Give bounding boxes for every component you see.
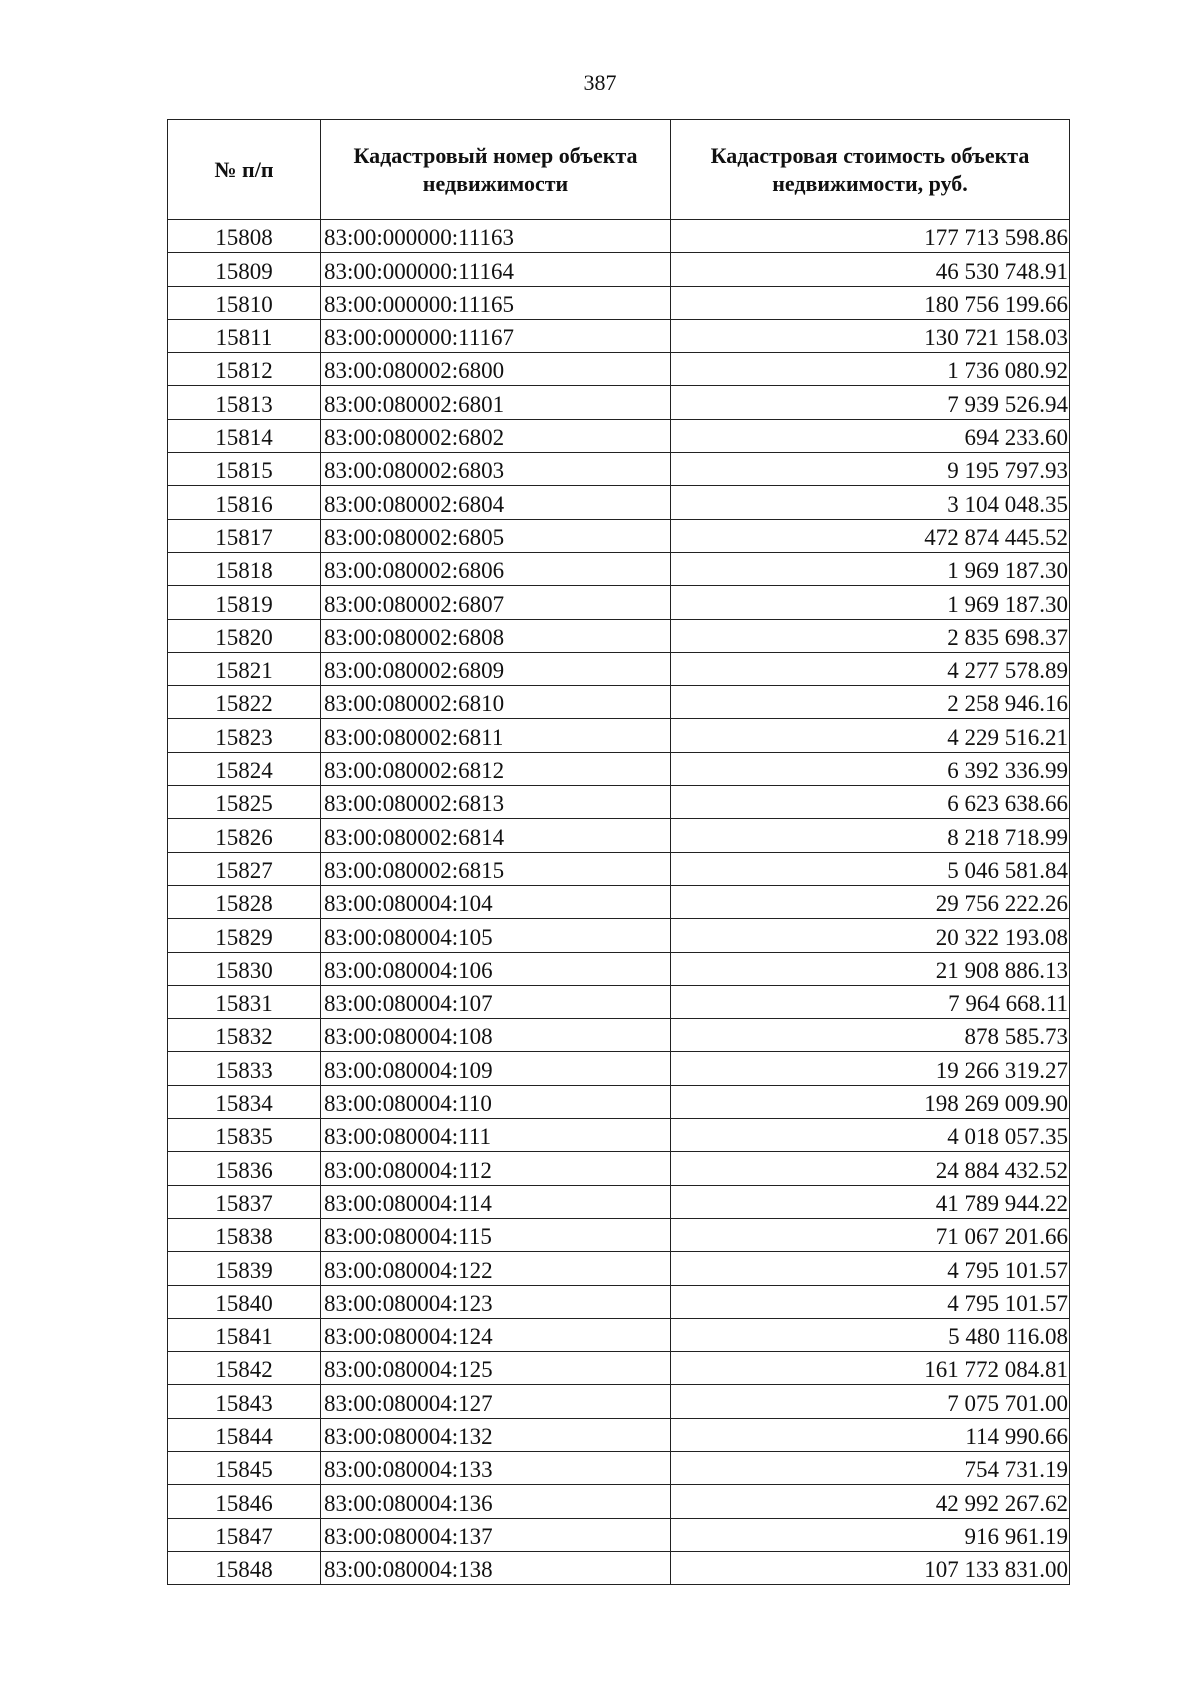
row-number-cell: 15839 [168, 1252, 321, 1285]
cadastral-value-cell: 42 992 267.62 [671, 1485, 1070, 1518]
row-number-cell: 15812 [168, 353, 321, 386]
cadastral-value-cell: 9 195 797.93 [671, 453, 1070, 486]
cadastral-number-cell: 83:00:080004:137 [321, 1518, 671, 1551]
table-row [168, 1119, 1070, 1152]
cadastral-number-cell: 83:00:000000:11167 [321, 319, 671, 352]
table-row [168, 686, 1070, 719]
cadastral-number-cell: 83:00:080004:110 [321, 1085, 671, 1118]
row-number-cell: 15834 [168, 1085, 321, 1118]
table-row [168, 1485, 1070, 1518]
row-number-cell: 15809 [168, 253, 321, 286]
cadastral-number-cell: 83:00:000000:11163 [321, 220, 671, 253]
row-number-cell: 15847 [168, 1518, 321, 1551]
cadastral-value-cell: 2 835 698.37 [671, 619, 1070, 652]
table-row [168, 220, 1070, 253]
cadastral-value-cell: 7 964 668.11 [671, 985, 1070, 1018]
table-row [168, 353, 1070, 386]
cadastral-value-cell: 8 218 718.99 [671, 819, 1070, 852]
cadastral-value-cell: 3 104 048.35 [671, 486, 1070, 519]
table-row [168, 819, 1070, 852]
header-cadastral-number: Кадастровый номер объекта недвижимости [321, 120, 671, 220]
cadastral-number-cell: 83:00:080004:125 [321, 1352, 671, 1385]
cadastral-value-cell: 130 721 158.03 [671, 319, 1070, 352]
cadastral-number-cell: 83:00:080004:108 [321, 1019, 671, 1052]
cadastral-value-cell: 41 789 944.22 [671, 1185, 1070, 1218]
cadastral-number-cell: 83:00:080004:105 [321, 919, 671, 952]
cadastral-value-cell: 1 736 080.92 [671, 353, 1070, 386]
cadastral-number-cell: 83:00:080004:104 [321, 885, 671, 918]
table-row [168, 1451, 1070, 1484]
cadastral-value-cell: 4 795 101.57 [671, 1285, 1070, 1318]
cadastral-number-cell: 83:00:080002:6812 [321, 752, 671, 785]
table-row [168, 619, 1070, 652]
table-row [168, 1285, 1070, 1318]
row-number-cell: 15824 [168, 752, 321, 785]
row-number-cell: 15820 [168, 619, 321, 652]
cadastral-value-cell: 5 046 581.84 [671, 852, 1070, 885]
table-row [168, 1152, 1070, 1185]
table-row [168, 786, 1070, 819]
row-number-cell: 15810 [168, 286, 321, 319]
cadastral-number-cell: 83:00:080002:6815 [321, 852, 671, 885]
cadastral-value-cell: 6 392 336.99 [671, 752, 1070, 785]
cadastral-number-cell: 83:00:080004:127 [321, 1385, 671, 1418]
row-number-cell: 15848 [168, 1551, 321, 1584]
cadastral-number-cell: 83:00:080004:115 [321, 1218, 671, 1251]
cadastral-number-cell: 83:00:080002:6803 [321, 453, 671, 486]
table-row [168, 253, 1070, 286]
cadastral-value-cell: 7 939 526.94 [671, 386, 1070, 419]
row-number-cell: 15811 [168, 319, 321, 352]
cadastral-value-cell: 21 908 886.13 [671, 952, 1070, 985]
cadastral-value-cell: 4 229 516.21 [671, 719, 1070, 752]
cadastral-number-cell: 83:00:080002:6814 [321, 819, 671, 852]
table-row [168, 1385, 1070, 1418]
table-row [168, 1019, 1070, 1052]
table-row [168, 1218, 1070, 1251]
row-number-cell: 15822 [168, 686, 321, 719]
cadastral-number-cell: 83:00:080004:136 [321, 1485, 671, 1518]
row-number-cell: 15832 [168, 1019, 321, 1052]
cadastral-number-cell: 83:00:080004:107 [321, 985, 671, 1018]
cadastral-value-cell: 198 269 009.90 [671, 1085, 1070, 1118]
row-number-cell: 15840 [168, 1285, 321, 1318]
table-row [168, 453, 1070, 486]
row-number-cell: 15819 [168, 586, 321, 619]
row-number-cell: 15835 [168, 1119, 321, 1152]
cadastral-number-cell: 83:00:080004:124 [321, 1318, 671, 1351]
cadastral-value-cell: 71 067 201.66 [671, 1218, 1070, 1251]
row-number-cell: 15837 [168, 1185, 321, 1218]
row-number-cell: 15817 [168, 519, 321, 552]
header-row [168, 120, 1070, 220]
row-number-cell: 15846 [168, 1485, 321, 1518]
cadastral-number-cell: 83:00:080004:111 [321, 1119, 671, 1152]
cadastral-value-cell: 6 623 638.66 [671, 786, 1070, 819]
cadastral-value-cell: 180 756 199.66 [671, 286, 1070, 319]
table-row [168, 1252, 1070, 1285]
table-row [168, 1418, 1070, 1451]
row-number-cell: 15816 [168, 486, 321, 519]
table-row [168, 652, 1070, 685]
row-number-cell: 15833 [168, 1052, 321, 1085]
cadastral-value-cell: 107 133 831.00 [671, 1551, 1070, 1584]
row-number-cell: 15821 [168, 652, 321, 685]
cadastral-number-cell: 83:00:080004:133 [321, 1451, 671, 1484]
cadastral-number-cell: 83:00:000000:11164 [321, 253, 671, 286]
cadastral-value-cell: 19 266 319.27 [671, 1052, 1070, 1085]
cadastral-value-cell: 5 480 116.08 [671, 1318, 1070, 1351]
row-number-cell: 15841 [168, 1318, 321, 1351]
page-number: 387 [583, 70, 617, 95]
cadastral-value-cell: 161 772 084.81 [671, 1352, 1070, 1385]
cadastral-value-cell: 1 969 187.30 [671, 552, 1070, 585]
cadastral-value-cell: 46 530 748.91 [671, 253, 1070, 286]
cadastral-number-cell: 83:00:000000:11165 [321, 286, 671, 319]
row-number-cell: 15838 [168, 1218, 321, 1251]
cadastral-value-cell: 7 075 701.00 [671, 1385, 1070, 1418]
table-row [168, 1052, 1070, 1085]
cadastral-number-cell: 83:00:080004:112 [321, 1152, 671, 1185]
cadastral-value-cell: 4 277 578.89 [671, 652, 1070, 685]
row-number-cell: 15826 [168, 819, 321, 852]
table-row [168, 586, 1070, 619]
cadastral-number-cell: 83:00:080004:106 [321, 952, 671, 985]
row-number-cell: 15844 [168, 1418, 321, 1451]
row-number-cell: 15842 [168, 1352, 321, 1385]
row-number-cell: 15818 [168, 552, 321, 585]
cadastral-value-cell: 29 756 222.26 [671, 885, 1070, 918]
table-row [168, 852, 1070, 885]
cadastral-value-cell: 754 731.19 [671, 1451, 1070, 1484]
cadastral-number-cell: 83:00:080002:6805 [321, 519, 671, 552]
row-number-cell: 15815 [168, 453, 321, 486]
cadastral-number-cell: 83:00:080004:109 [321, 1052, 671, 1085]
row-number-cell: 15831 [168, 985, 321, 1018]
table-row [168, 552, 1070, 585]
cadastral-number-cell: 83:00:080004:132 [321, 1418, 671, 1451]
table-row [168, 719, 1070, 752]
cadastral-value-cell: 694 233.60 [671, 419, 1070, 452]
cadastre-table [167, 119, 1070, 1585]
table-row [168, 1085, 1070, 1118]
header-row-number: № п/п [168, 120, 321, 220]
row-number-cell: 15825 [168, 786, 321, 819]
table-row [168, 486, 1070, 519]
table-row [168, 985, 1070, 1018]
cadastral-value-cell: 4 018 057.35 [671, 1119, 1070, 1152]
table-row [168, 386, 1070, 419]
row-number-cell: 15836 [168, 1152, 321, 1185]
table-row [168, 519, 1070, 552]
table-row [168, 752, 1070, 785]
cadastral-value-cell: 177 713 598.86 [671, 220, 1070, 253]
cadastral-value-cell: 114 990.66 [671, 1418, 1070, 1451]
table-row [168, 919, 1070, 952]
cadastral-number-cell: 83:00:080002:6807 [321, 586, 671, 619]
table-row [168, 1185, 1070, 1218]
cadastral-value-cell: 916 961.19 [671, 1518, 1070, 1551]
cadastral-number-cell: 83:00:080002:6809 [321, 652, 671, 685]
table-row [168, 419, 1070, 452]
cadastral-value-cell: 472 874 445.52 [671, 519, 1070, 552]
table-row [168, 885, 1070, 918]
cadastral-number-cell: 83:00:080002:6808 [321, 619, 671, 652]
table-row [168, 952, 1070, 985]
cadastral-number-cell: 83:00:080002:6804 [321, 486, 671, 519]
cadastral-number-cell: 83:00:080002:6802 [321, 419, 671, 452]
cadastral-number-cell: 83:00:080002:6806 [321, 552, 671, 585]
cadastral-number-cell: 83:00:080002:6801 [321, 386, 671, 419]
row-number-cell: 15823 [168, 719, 321, 752]
table-row [168, 319, 1070, 352]
cadastral-value-cell: 20 322 193.08 [671, 919, 1070, 952]
cadastral-number-cell: 83:00:080002:6813 [321, 786, 671, 819]
table-header [168, 120, 1070, 220]
table-row [168, 1518, 1070, 1551]
cadastral-value-cell: 24 884 432.52 [671, 1152, 1070, 1185]
row-number-cell: 15814 [168, 419, 321, 452]
table-row [168, 1318, 1070, 1351]
cadastral-value-cell: 1 969 187.30 [671, 586, 1070, 619]
row-number-cell: 15845 [168, 1451, 321, 1484]
row-number-cell: 15808 [168, 220, 321, 253]
cadastral-number-cell: 83:00:080002:6800 [321, 353, 671, 386]
row-number-cell: 15843 [168, 1385, 321, 1418]
table-row [168, 1352, 1070, 1385]
cadastral-value-cell: 4 795 101.57 [671, 1252, 1070, 1285]
cadastral-value-cell: 2 258 946.16 [671, 686, 1070, 719]
cadastral-value-cell: 878 585.73 [671, 1019, 1070, 1052]
table-row [168, 1551, 1070, 1584]
row-number-cell: 15813 [168, 386, 321, 419]
cadastral-number-cell: 83:00:080004:138 [321, 1551, 671, 1584]
row-number-cell: 15827 [168, 852, 321, 885]
row-number-cell: 15830 [168, 952, 321, 985]
cadastral-number-cell: 83:00:080002:6811 [321, 719, 671, 752]
cadastral-number-cell: 83:00:080002:6810 [321, 686, 671, 719]
table-body [168, 220, 1070, 1585]
cadastral-number-cell: 83:00:080004:114 [321, 1185, 671, 1218]
cadastral-number-cell: 83:00:080004:122 [321, 1252, 671, 1285]
row-number-cell: 15828 [168, 885, 321, 918]
header-cadastral-value: Кадастровая стоимость объекта недвижимости, руб. [671, 120, 1070, 220]
table-row [168, 286, 1070, 319]
row-number-cell: 15829 [168, 919, 321, 952]
cadastral-number-cell: 83:00:080004:123 [321, 1285, 671, 1318]
